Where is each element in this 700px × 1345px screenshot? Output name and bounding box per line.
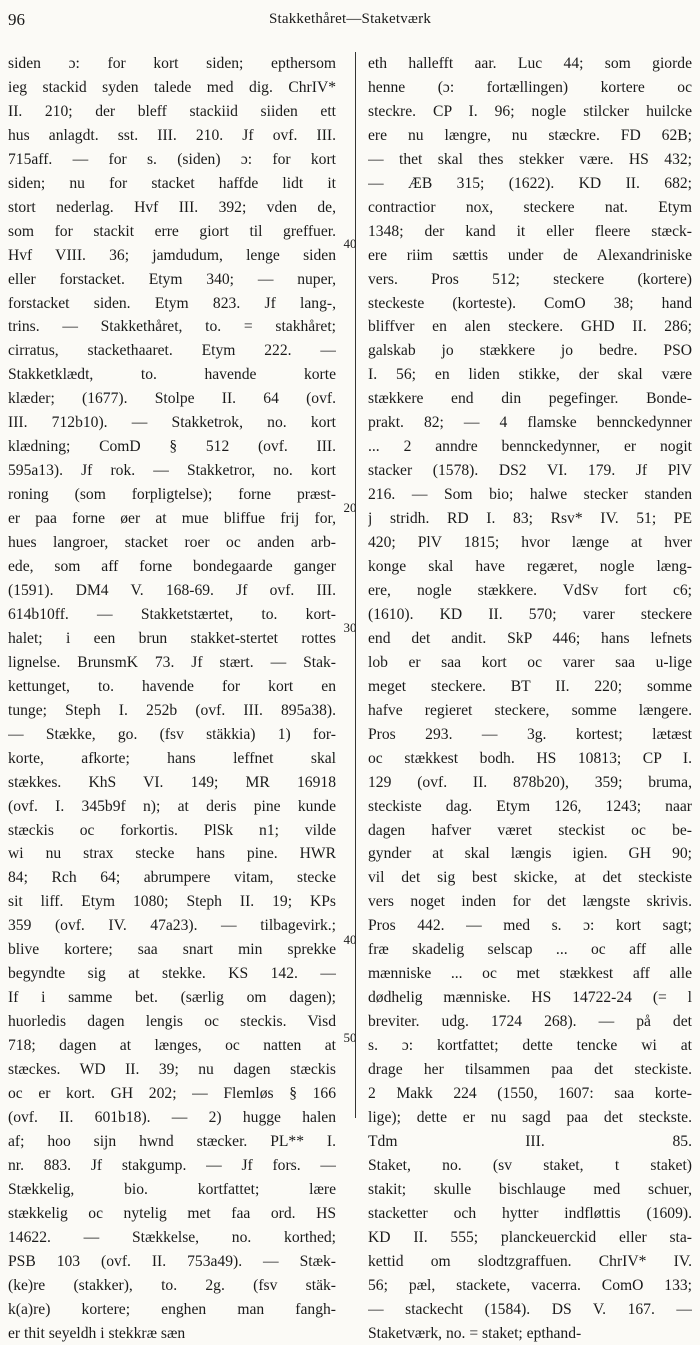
text-line: 14622. — Stækkelse, no. korthed;	[8, 1228, 336, 1246]
text-line: 216. — Som bio; halwe stecker standen	[368, 486, 692, 504]
text-line: tunge; Steph I. 252b (ovf. III. 895a38).	[8, 701, 336, 719]
text-line: (ovf. I. 345b9f n); at deris pine kunde	[8, 797, 336, 815]
text-line: vil det sig best skicke, at det steckiste	[368, 869, 692, 887]
text-line: — stackecht (1584). DS V. 167. —	[368, 1300, 692, 1318]
text-line: meget steckere. BT II. 220; somme	[368, 677, 692, 695]
text-line: KD II. 555; planckeuerckid eller sta-	[368, 1228, 692, 1246]
text-line: hues langroer, stacket roer oc anden arb-	[8, 534, 336, 552]
text-line: If i samme bet. (særlig om dagen);	[8, 989, 336, 1007]
text-line: ere riim sættis under de Alexandriniske	[368, 246, 692, 264]
text-line: dagen hafver været steckist oc be-	[368, 821, 692, 839]
text-line: III. 712b10). — Stakketrok, no. kort	[8, 414, 336, 432]
text-line: stækkes. KhS VI. 149; MR 16918	[8, 773, 336, 791]
text-line: stacketter och hytter indfløttis (1609).	[368, 1204, 692, 1222]
text-line: — ÆB 315; (1622). KD II. 682;	[368, 174, 692, 192]
text-line: steckre. CP I. 96; nogle stilcker huilcke	[368, 102, 692, 120]
text-line: (ke)re (stakker), to. 2g. (fsv stäk-	[8, 1276, 336, 1294]
text-line: 420; PlV 1815; hvor længe at hver	[368, 534, 692, 552]
text-line: steckiste dag. Etym 126, 1243; naar	[368, 797, 692, 815]
text-line: k(a)re) kortere; enghen man fangh-	[8, 1300, 336, 1318]
text-line: Stækkelig, bio. kortfattet; lære	[8, 1180, 336, 1198]
line-number-40b: 40	[343, 932, 357, 947]
text-line: Pros 442. — med s. ɔ: kort sagt;	[368, 917, 692, 935]
text-line: j stridh. RD I. 83; Rsv* IV. 51; PE	[368, 510, 692, 528]
text-line: 2 Makk 224 (1550, 1607: saa korte-	[368, 1084, 692, 1102]
text-line: stæckis oc forkortis. PlSk n1; vilde	[8, 821, 336, 839]
text-line: stæckes. WD II. 39; nu dagen stæckis	[8, 1061, 336, 1079]
line-number-50: 50	[343, 1030, 357, 1045]
text-line: steckeste (korteste). ComO 38; hand	[368, 294, 692, 312]
text-line: 718; dagen at længes, oc natten at	[8, 1037, 336, 1055]
text-line: oc er kort. GH 202; — Flemløs § 166	[8, 1084, 336, 1102]
text-line: stækkere end din pegefinger. Bonde-	[368, 390, 692, 408]
text-line: eth hallefft aar. Luc 44; som giorde	[368, 55, 692, 72]
text-line: — thet skal thes stekker være. HS 432;	[368, 150, 692, 168]
text-line: roning (som forpligtelse); forne præst-	[8, 486, 336, 504]
text-line: halet; i een brun stakket-stertet rottes	[8, 629, 336, 647]
text-line: (1610). KD II. 570; varer steckere	[368, 605, 692, 623]
text-line: stækkelig oc nytelig met faa ord. HS	[8, 1204, 336, 1222]
text-line: stort nederlag. Hvf III. 392; vden de,	[8, 198, 336, 216]
text-line: ... 2 anndre bennckedynner, er nogit	[368, 438, 692, 456]
text-line: begyndte sig at stekke. KS 142. —	[8, 965, 336, 983]
text-line: 614b10ff. — Stakketstærtet, to. kort-	[8, 605, 336, 623]
text-line: Staket, no. (sv staket, t staket)	[368, 1156, 692, 1174]
text-line: I. 56; en liden stikke, der skal være	[368, 366, 692, 384]
text-line: stacker (1578). DS2 VI. 179. Jf PlV	[368, 462, 692, 480]
text-line: er paa forne øer at mue bliffue frij for,	[8, 510, 336, 528]
text-line: hafve regieret steckere, somme længere.	[368, 701, 692, 719]
text-line: 1348; der kand it eller fleere stæck-	[368, 222, 692, 240]
text-line: 84; Rch 64; abrumpere vitam, stecke	[8, 869, 336, 887]
text-line: dødhelig mænniske. HS 14722-24 (= l	[368, 989, 692, 1007]
text-line: wi nu strax stecke hans pine. HWR	[8, 845, 336, 863]
text-line: lige); dette er nu sagd paa det steckste.	[368, 1108, 692, 1126]
text-line: Staketværk, no. = staket; epthand-	[368, 1324, 582, 1342]
text-line: stakit; skulle bischlauge med schuer,	[368, 1180, 692, 1198]
text-line: eller forstacket. Etym 340; — nuper,	[8, 270, 336, 288]
text-line: oc stækkest bodh. HS 10813; CP I.	[368, 749, 692, 767]
text-line: som for stackit erre giort til greffuer.	[8, 222, 336, 240]
text-line: nr. 883. Jf stakgump. — Jf fors. —	[8, 1156, 336, 1174]
text-line: s. ɔ: kortfattet; dette tencke wi at	[368, 1037, 692, 1055]
text-line: PSB 103 (ovf. II. 753a49). — Stæk-	[8, 1252, 336, 1270]
text-line: Hvf VIII. 36; jamdudum, lenge siden	[8, 246, 336, 264]
text-line: prakt. 82; — 4 flamske bennckedynner	[368, 414, 692, 432]
text-line: forstacket siden. Etym 823. Jf lang-,	[8, 294, 336, 312]
text-line: galskab jo stækkere jo bedre. PSO	[368, 342, 692, 360]
text-line: 715aff. — for s. (siden) ɔ: for kort	[8, 150, 336, 168]
text-line: af; hoo sijn hwnd stæcker. PL** I.	[8, 1132, 336, 1150]
text-line: konge skal have regæret, nogle læng-	[368, 558, 692, 576]
text-line: Stakketklædt, to. havende korte	[8, 366, 336, 384]
text-line: hus anlagdt. sst. III. 210. Jf ovf. III.	[8, 126, 336, 144]
text-line: ere nu længre, nu stæckre. FD 62B;	[368, 126, 692, 144]
text-line: klæder; (1677). Stolpe II. 64 (ovf.	[8, 390, 336, 408]
text-line: lignelse. BrunsmK 73. Jf stært. — Stak-	[8, 653, 336, 671]
text-line: er thit seyeldh i stekkræ sæn	[8, 1324, 186, 1342]
text-line: kettid om slodtzgraffuen. ChrIV* IV.	[368, 1252, 692, 1270]
text-line: Pros 293. — 3g. kortest; lætæst	[368, 725, 692, 743]
text-line: ieg stackid syden talede med dig. ChrIV*	[8, 78, 336, 96]
text-line: 359 (ovf. IV. 47a23). — tilbagevirk.;	[8, 917, 336, 935]
text-line: siden ɔ: for kort siden; epthersom	[8, 55, 336, 72]
text-line: 595a13). Jf rok. — Stakketror, no. kort	[8, 462, 336, 480]
line-number-20: 20	[343, 500, 357, 515]
text-line: — Stække, go. (fsv stäkkia) 1) for-	[8, 725, 336, 743]
text-line: siden; nu for stacket haffde lidt it	[8, 174, 336, 192]
page-number: 96	[8, 10, 25, 29]
text-line: drage her tilsammen paa det steckiste.	[368, 1061, 692, 1079]
text-line: korte, afkorte; hans leffnet skal	[8, 749, 336, 767]
text-line: 56; pæl, stackete, vacerra. ComO 133;	[368, 1276, 692, 1294]
text-line: ede, som aff forne bondegaarde ganger	[8, 558, 336, 576]
text-line: trins. — Stakkethåret, to. = stakhåret;	[8, 318, 336, 336]
text-line: end det andit. SkP 446; hans lefnets	[368, 629, 692, 647]
text-line: vers noget inden for det længste skrivis.	[368, 893, 692, 911]
text-line: fræ skadelig selscap ... oc aff alle	[368, 941, 692, 959]
line-number-30: 30	[343, 620, 357, 635]
text-line: II. 210; der bleff stackiid siiden ett	[8, 102, 336, 120]
text-line: lob er saa kort oc varer saa u-lige	[368, 653, 692, 671]
text-line: ere, nogle stækkere. VdSv fort c6;	[368, 581, 692, 599]
text-line: sit liff. Etym 1080; Steph II. 19; KPs	[8, 893, 336, 911]
text-line: (1591). DM4 V. 168-69. Jf ovf. III.	[8, 581, 336, 599]
right-column	[368, 52, 692, 1345]
page-header	[0, 6, 700, 32]
text-line: cirratus, stackethaaret. Etym 222. —	[8, 342, 336, 360]
text-line: 129 (ovf. II. 878b20), 359; bruma,	[368, 773, 692, 791]
left-column	[8, 52, 336, 1345]
text-line: breviter. udg. 1724 268). — på det	[368, 1013, 692, 1031]
text-line: huorledis dagen lengis oc steckis. Visd	[8, 1013, 336, 1031]
text-line: henne (ɔ: fortællingen) kortere oc	[368, 78, 692, 96]
text-line: mænniske ... oc met stækkest aff alle	[368, 965, 692, 983]
column-divider	[355, 52, 356, 1118]
text-line: bliffver en alen steckere. GHD II. 286;	[368, 318, 692, 336]
text-line: kettunget, to. havende for kort en	[8, 677, 336, 695]
text-line: blive kortere; saa snart min sprekke	[8, 941, 336, 959]
text-line: Tdm III. 85.	[368, 1132, 692, 1150]
text-line: klædning; ComD § 512 (ovf. III.	[8, 438, 336, 456]
text-line: (ovf. II. 601b18). — 2) hugge halen	[8, 1108, 336, 1126]
text-line: gynder at skal længis igien. GH 90;	[368, 845, 692, 863]
running-head: Stakkethåret—Staketværk	[268, 11, 432, 27]
text-line: contractior nox, steckere nat. Etym	[368, 198, 692, 216]
line-number-40: 40	[343, 236, 357, 251]
text-line: vers. Pros 512; steckere (kortere)	[368, 270, 692, 288]
